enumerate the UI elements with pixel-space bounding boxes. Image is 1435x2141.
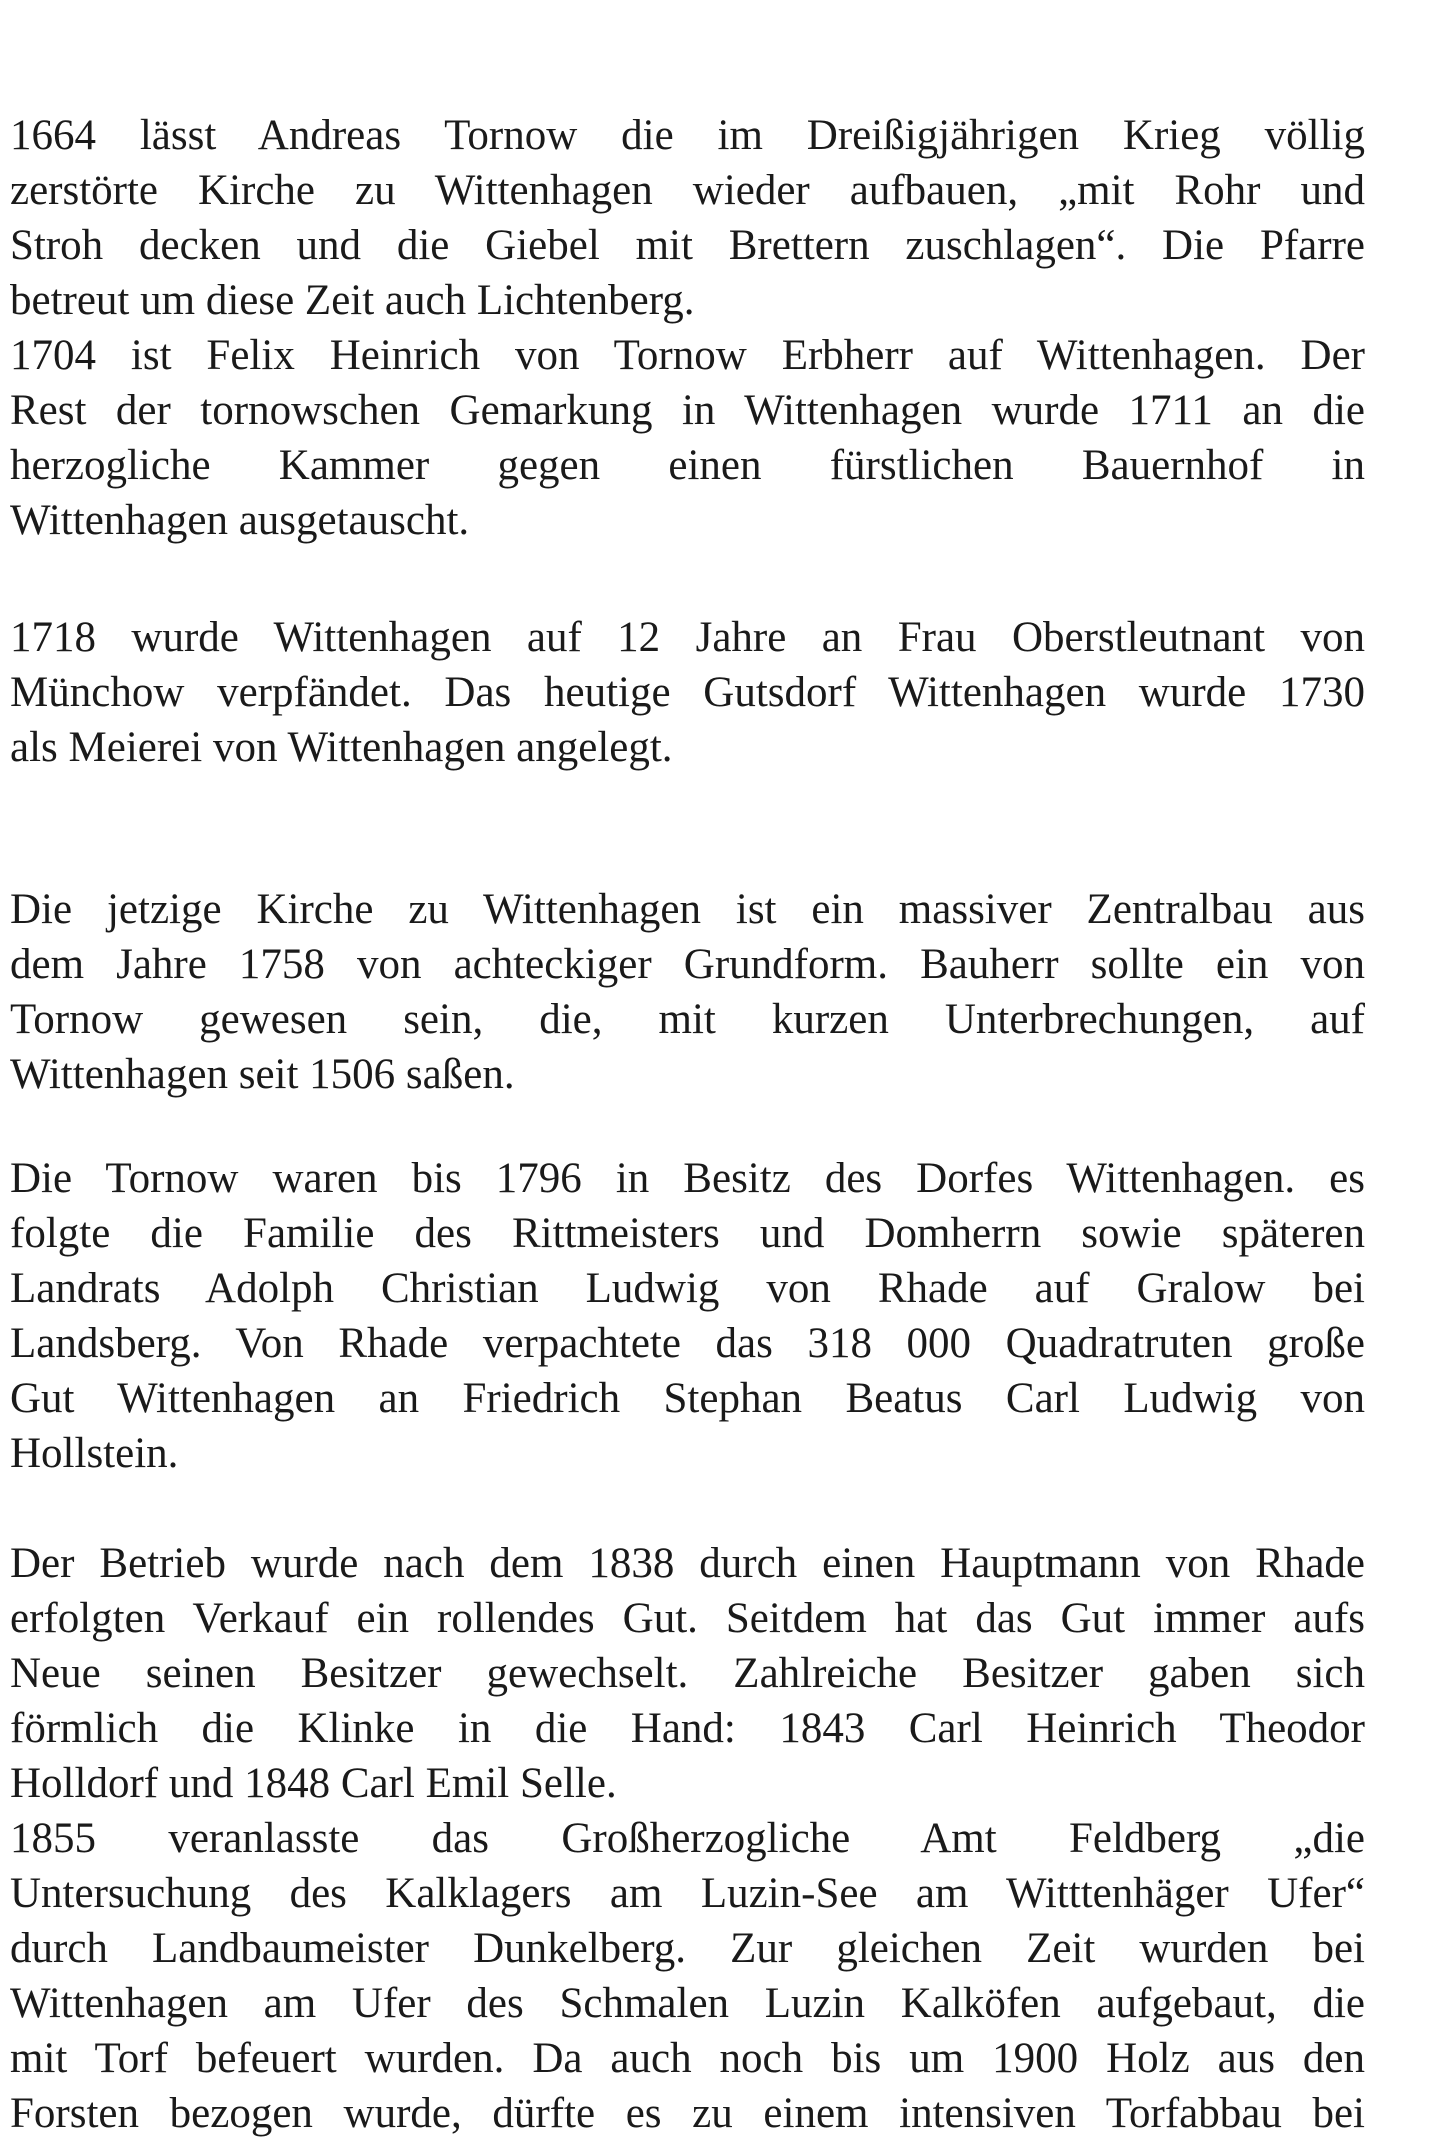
text-line: herzogliche Kammer gegen einen fürstlichen Bauernhof in: [10, 442, 1365, 489]
text-line: Landsberg. Von Rhade verpachtete das 318 000 Quadratruten große: [10, 1320, 1365, 1367]
text-line: Rest der tornowschen Gemarkung in Wittenhagen wurde 1711 an die: [10, 387, 1365, 434]
text-line: dem Jahre 1758 von achteckiger Grundform. Bauherr sollte ein von: [10, 941, 1365, 988]
text-line: Die jetzige Kirche zu Wittenhagen ist ein massiver Zentralbau aus: [10, 886, 1365, 933]
text-line: Die Tornow waren bis 1796 in Besitz des Dorfes Wittenhagen. es: [10, 1155, 1365, 1202]
text-line: förmlich die Klinke in die Hand: 1843 Carl Heinrich Theodor: [10, 1705, 1365, 1752]
text-line: 1855 veranlasste das Großherzogliche Amt Feldberg „die: [10, 1815, 1365, 1862]
text-line: Stroh decken und die Giebel mit Brettern zuschlagen“. Die Pfarre: [10, 222, 1365, 269]
paragraph-church-1758: [10, 882, 1365, 1102]
text-line: folgte die Familie des Rittmeisters und Domherrn sowie späteren: [10, 1210, 1365, 1257]
text-line: Forsten bezogen wurde, dürfte es zu einem intensiven Torfabbau bei: [10, 2090, 1365, 2137]
paragraph-estate-sales: [10, 1536, 1365, 2141]
text-line: Wittenhagen ausgetauscht.: [10, 497, 470, 544]
paragraph-tornow-rhade: [10, 1151, 1365, 1481]
text-line: 1664 lässt Andreas Tornow die im Dreißigjährigen Krieg völlig: [10, 112, 1365, 159]
text-line: zerstörte Kirche zu Wittenhagen wieder aufbauen, „mit Rohr und: [10, 167, 1365, 214]
text-line: Holldorf und 1848 Carl Emil Selle.: [10, 1760, 617, 1807]
paragraph-pledge-1718: [10, 610, 1365, 775]
text-line: Wittenhagen am Ufer des Schmalen Luzin Kalköfen aufgebaut, die: [10, 1980, 1365, 2027]
text-line: betreut um diese Zeit auch Lichtenberg.: [10, 277, 695, 324]
text-line: Untersuchung des Kalklagers am Luzin-See am Witttenhäger Ufer“: [10, 1870, 1365, 1917]
text-line: 1704 ist Felix Heinrich von Tornow Erbherr auf Wittenhagen. Der: [10, 332, 1365, 379]
text-line: Gut Wittenhagen an Friedrich Stephan Beatus Carl Ludwig von: [10, 1375, 1365, 1422]
text-line: Neue seinen Besitzer gewechselt. Zahlreiche Besitzer gaben sich: [10, 1650, 1365, 1697]
text-line: Wittenhagen seit 1506 saßen.: [10, 1051, 515, 1098]
text-line: 1718 wurde Wittenhagen auf 12 Jahre an Frau Oberstleutnant von: [10, 614, 1365, 661]
text-line: Hollstein.: [10, 1430, 179, 1477]
paragraph-church-rebuild-1664: [10, 108, 1365, 548]
text-line: durch Landbaumeister Dunkelberg. Zur gleichen Zeit wurden bei: [10, 1925, 1365, 1972]
text-line: Münchow verpfändet. Das heutige Gutsdorf Wittenhagen wurde 1730: [10, 669, 1365, 716]
text-line: Der Betrieb wurde nach dem 1838 durch einen Hauptmann von Rhade: [10, 1540, 1365, 1587]
text-line: Landrats Adolph Christian Ludwig von Rhade auf Gralow bei: [10, 1265, 1365, 1312]
text-line: mit Torf befeuert wurden. Da auch noch bis um 1900 Holz aus den: [10, 2035, 1365, 2082]
text-line: erfolgten Verkauf ein rollendes Gut. Seitdem hat das Gut immer aufs: [10, 1595, 1365, 1642]
text-line: Tornow gewesen sein, die, mit kurzen Unterbrechungen, auf: [10, 996, 1365, 1043]
text-line: als Meierei von Wittenhagen angelegt.: [10, 724, 673, 771]
